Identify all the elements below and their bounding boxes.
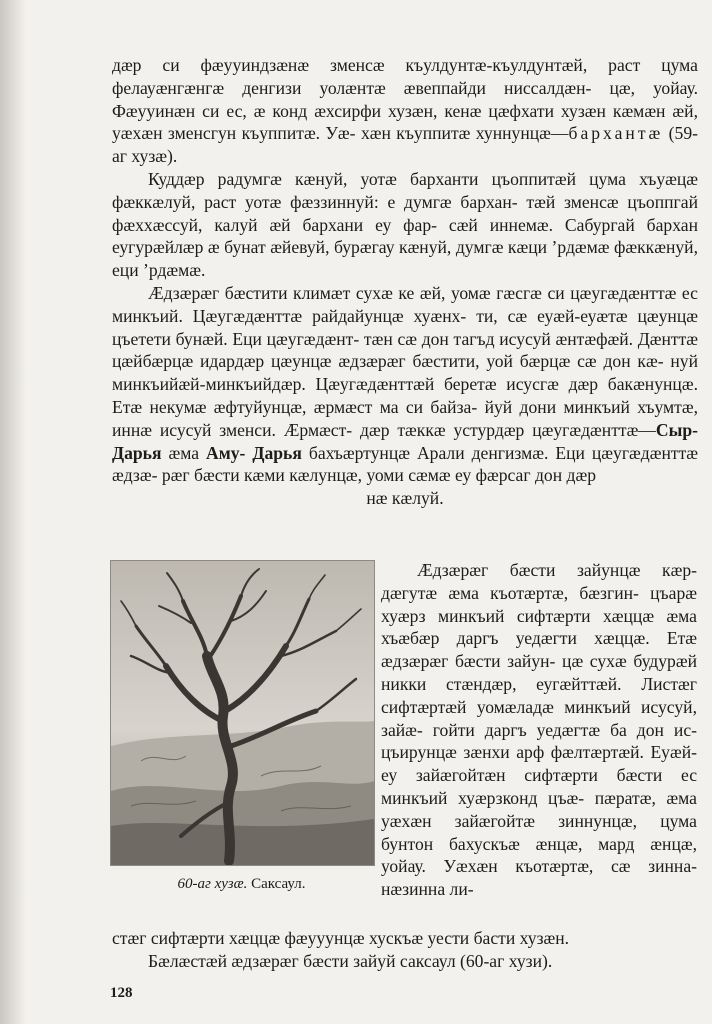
- text-line: дæгутæ æма къотæртæ, бæзгин-: [381, 582, 639, 603]
- text-line: æнцæ, мард æнцæ, уойау. Уæхæн: [381, 833, 697, 877]
- text-line: ти, сæ еуæй-еуæтæ цæунцæ цъетети бунæй. Еци цæугæдæнт-: [112, 305, 699, 349]
- river-name-syr-darya: Сыр-Дарья: [112, 419, 698, 463]
- paragraph-4-end: [112, 927, 698, 950]
- text-line: йуй дони минкъий хъумтæ, иннæ исусуй зменси. Ӕрмæст-: [112, 396, 698, 440]
- text-line: дæр тæккæ устурдæр цæугæдæнттæ—: [360, 419, 656, 440]
- paragraph-3-end: [112, 487, 698, 510]
- paragraph-5: [112, 950, 698, 973]
- paragraph-3: [112, 282, 698, 487]
- text-line: дæр си фæууиндзæнæ зменсæ къулдунтæ-къулдунтæй, раст: [112, 55, 641, 75]
- river-name-amu-darya-part1: Аму-: [206, 442, 246, 463]
- text-line: тæй зменсæ цъоппгай фæххæссуй, калуй æй бархани еу фар-: [112, 191, 698, 235]
- caption-number: 60-аг хузæ.: [177, 876, 248, 892]
- text-line: хъуæцæ фæккæлуй, раст уотæ фæззиннуй: е думгæ бархан-: [112, 168, 698, 212]
- text-line: бахъæртунцæ Арали денгизмæ. Еци цæугæдæнттæ æдзæ-: [112, 442, 698, 486]
- text-line: бæсти ес минкъий хуæрзконд цъæ-: [381, 765, 698, 808]
- text-line: Еуæй-еу зайæгойтæн сифтæрти: [381, 742, 697, 786]
- main-text-bottom: [112, 927, 698, 973]
- caption-text: Саксаул.: [251, 876, 306, 892]
- tree-drawing: [111, 561, 374, 865]
- main-text-right-column: [381, 559, 697, 901]
- page-number: 128: [110, 985, 133, 1001]
- text-line: зиннунцæ, цума бунтон бахускъæ: [381, 810, 697, 854]
- text-line: Куддæр радумгæ кæнуй, уотæ барханти цъоппитæй цума: [148, 168, 626, 189]
- text-line: идардæр цæунцæ æдзæрæг бæстити, уой бæрцæ сæ дон кæ-: [200, 351, 664, 372]
- text-line: дæр бакæнунцæ. Етæ некумæ æфтуйунцæ, æрмæст ма си байза-: [112, 374, 698, 417]
- text-line: тæн сæ дон тагъд исусуй æнтæфæй. Дæнттæ цæйбæрцæ: [112, 328, 698, 372]
- text-line: хæн къуппитæ хуннунцæ—: [360, 123, 569, 144]
- text-line: стæг сифтæрти хæццæ фæууунцæ хускъæ уести басти хузæн.: [112, 928, 570, 948]
- text-line: цæфхати хузæн кæмæн æй, уæхæн зменсгун къуппитæ. Уæ-: [112, 100, 698, 144]
- text-line: сæй иннемæ. Сабургай бархан еугурæйлæр æ бунат æйевуй,: [112, 214, 698, 258]
- paragraph-2: [112, 168, 698, 282]
- figure-reference: (59-аг хузæ).: [112, 123, 698, 167]
- text-line: уомæладæ минкъий исусуй, зайæ-: [381, 696, 697, 740]
- text-line: цъирунцæ зæнхи арф фæлтæртæй.: [381, 742, 644, 763]
- river-name-amu-darya-part2: Дарья: [252, 442, 302, 463]
- figure-caption: [110, 876, 373, 893]
- main-text-top: [112, 54, 698, 510]
- term-barkhanta: бархантæ: [568, 123, 664, 144]
- text-line: бурæгау кæнуй, думгæ кæци ’рдæмæ фæккæнуй, еци ’рдæмæ.: [112, 237, 698, 281]
- text-line: цæ сухæ будурæй никки стæндæр,: [381, 651, 697, 694]
- text-line: цæ, уойау. Фæууинæн си ес, æ конд æхсирфи хузæн, кенæ: [112, 77, 698, 121]
- text-line: хæццæ. Етæ æдзæрæг бæсти зайун-: [381, 628, 697, 672]
- text-line: рæг бæсти кæми кæлунцæ, уоми сæмæ еу фæрсаг дон дæр: [161, 465, 597, 486]
- text-line: хæццæ æма хъæбæр даргъ уедæгти: [381, 605, 697, 649]
- saksaul-illustration: [110, 560, 375, 866]
- text-line: цæугæдæнттæ ес минкъий. Цæугæдæнттæ райдайунцæ хуæнх-: [112, 282, 698, 326]
- text-line: еугæйттæй. Листæг сифтæртæй: [381, 673, 697, 717]
- text-line: цума фелауæнгæнгæ денгизи уолæнтæ æвеппайди ниссалдæн-: [112, 55, 698, 98]
- text-line: Бæлæстæй æдзæрæг бæсти зайуй саксаул (60-аг хузи).: [148, 950, 553, 971]
- text-fragment: æма: [161, 442, 207, 463]
- text-line: Ӕдзæрæг бæстити климæт сухæ ке æй, уомæ гæсгæ си: [148, 282, 565, 303]
- paragraph-4: [381, 559, 697, 901]
- paragraph-1: [112, 54, 698, 168]
- text-line: гойти даргъ уедæгтæ ба дон ис-: [432, 719, 697, 740]
- text-line: пæратæ, æма уæхæн зайæгойтæ: [381, 787, 697, 831]
- page-edge-shadow: [0, 0, 26, 1024]
- text-line: цъарæ хуæрз минкъий сифтæрти: [381, 582, 697, 626]
- text-line: къотæртæ, сæ зинна-нæзинна ли-: [381, 856, 697, 900]
- text-line: Ӕдзæрæг бæсти зайунцæ кæр-: [417, 560, 697, 580]
- text-line: нуй минкъийæй-минкъийдæр. Цæугæдæнттæй беретæ исусгæ: [112, 351, 698, 395]
- text-line: нæ кæлуй.: [366, 488, 444, 509]
